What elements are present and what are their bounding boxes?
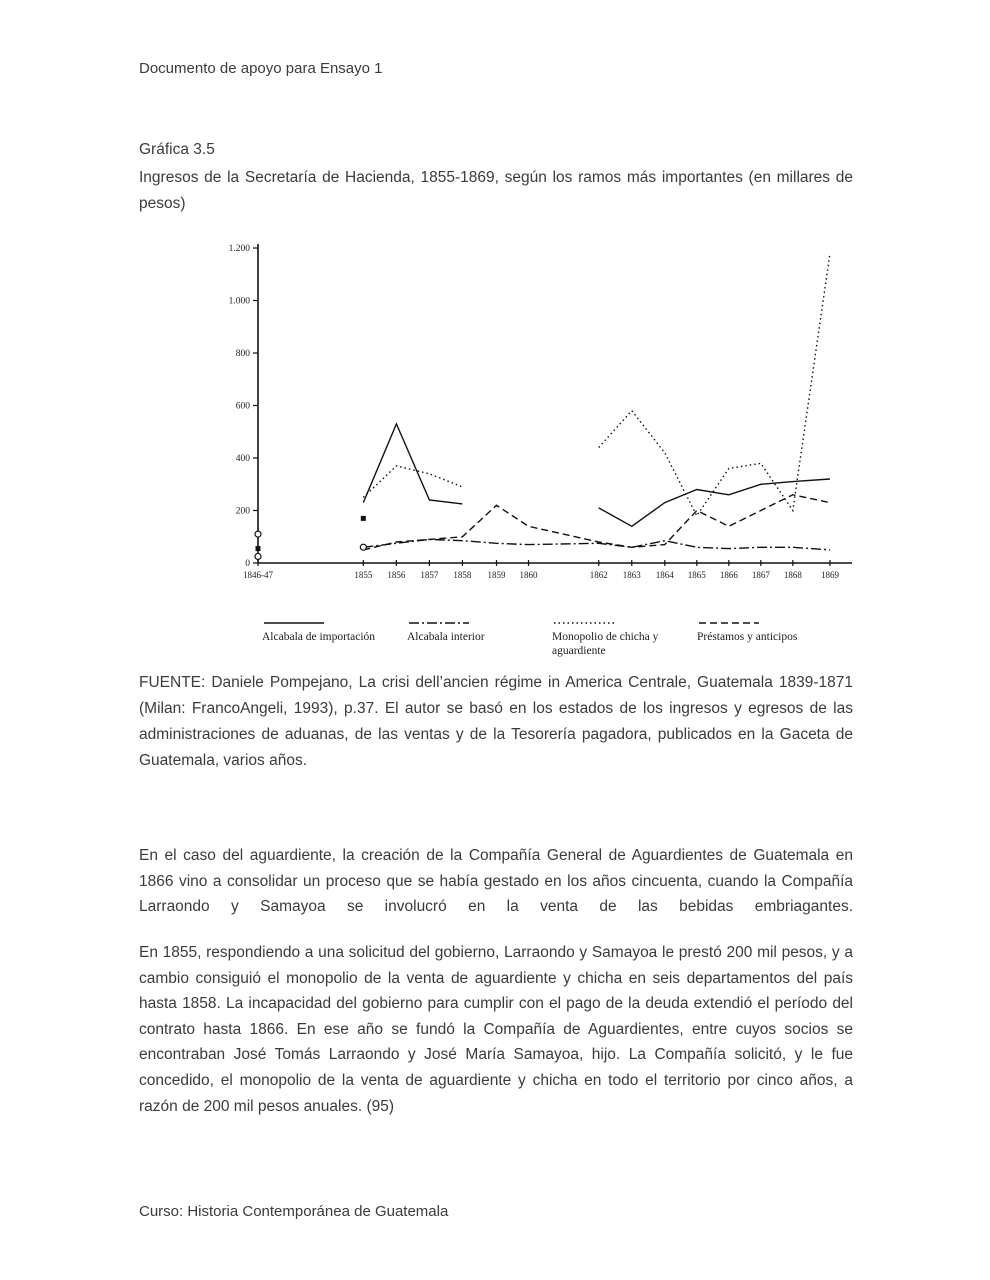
square-marker (361, 516, 366, 521)
x-tick-label: 1846-47 (243, 570, 273, 580)
y-tick-label: 600 (235, 401, 250, 412)
circle-marker (255, 553, 261, 559)
y-tick-label: 1.000 (228, 296, 250, 307)
figure-caption: Ingresos de la Secretaría de Hacienda, 1855-1869, según los ramos más importantes (en millares de pesos) (139, 169, 853, 212)
x-tick-label: 1855 (354, 570, 373, 580)
legend-label: Préstamos y anticipos (697, 631, 798, 643)
chart-block (218, 238, 866, 658)
y-tick-label: 800 (235, 349, 250, 359)
chart-series-line (363, 253, 830, 516)
legend-line-sample (407, 619, 471, 627)
square-marker (256, 546, 261, 551)
figure-label: Gráfica 3.5 (139, 141, 215, 158)
legend-item (552, 619, 697, 658)
body-paragraph-2: En 1855, respondiendo a una solicitud del gobierno, Larraondo y Samayoa le prestó 200 mil pesos, y a cambio consiguió el monopolio de la venta de aguardiente y chicha en seis departamentos del país hasta 1858. La incapacidad del gobierno para cumplir con el pago de la deuda extendió el período del contrato hasta 1866. En ese año se fundó la Compañía de Aguardientes, entre cuyos socios se encontraban José Tomás Larraondo y José María Samayoa, hijo. La Compañía solicitó, y le fue concedido, el monopolio de la venta de aguardiente y chicha en todo el territorio por cinco años, a razón de 200 mil pesos anuales. (95) (139, 944, 853, 1115)
legend-line-sample (552, 619, 616, 627)
legend-line-sample (262, 619, 326, 627)
body-paragraph-1: En el caso del aguardiente, la creación de la Compañía General de Aguardientes de Guatemala en 1866 vino a consolidar un proceso que se había gestado en los años cincuenta, cuando la Compañía Larraondo y Samayoa se involucró en la venta de las bebidas embriagantes. (139, 847, 853, 916)
page-header: Documento de apoyo para Ensayo 1 (139, 60, 383, 77)
x-tick-label: 1869 (821, 570, 839, 580)
y-tick-label: 400 (235, 454, 250, 464)
legend-item (262, 619, 407, 658)
legend-label: Monopolio de chicha y aguardiente (552, 631, 659, 657)
chart-axes (258, 244, 852, 563)
source-note: FUENTE: Daniele Pompejano, La crisi dell’ancien régime in America Centrale, Guatemala 1839-1871 (Milan: FrancoAngeli, 1993), p.37. El autor se basó en los estados de los ingresos y egresos de las administraciones de aduanas, de las ventas y de la Tesorería pagadora, publicados en la Gaceta de Guatemala, varios años. (139, 674, 853, 769)
chart-legend (218, 619, 866, 658)
page-footer: Curso: Historia Contemporánea de Guatemala (139, 1203, 449, 1220)
x-tick-label: 1867 (751, 570, 770, 580)
legend-item (407, 619, 552, 658)
y-tick-label: 200 (235, 506, 250, 517)
legend-label: Alcabala de importación (262, 631, 376, 643)
x-tick-label: 1859 (487, 570, 506, 580)
x-tick-label: 1862 (589, 570, 608, 580)
legend-line-sample (697, 619, 761, 627)
x-tick-label: 1857 (420, 570, 439, 580)
x-tick-label: 1858 (453, 570, 472, 580)
x-tick-label: 1865 (687, 570, 706, 580)
chart-series-line (363, 495, 830, 550)
circle-marker (360, 544, 366, 550)
x-tick-label: 1860 (519, 570, 538, 580)
legend-label: Alcabala interior (407, 631, 485, 643)
legend-item (697, 619, 842, 658)
x-tick-label: 1863 (622, 570, 641, 580)
y-tick-label: 0 (245, 559, 250, 569)
x-tick-label: 1868 (783, 570, 802, 580)
x-tick-label: 1856 (387, 570, 406, 580)
income-line-chart (218, 238, 858, 593)
y-tick-label: 1.200 (228, 244, 250, 254)
x-tick-label: 1864 (655, 570, 674, 580)
x-tick-label: 1866 (719, 570, 738, 580)
circle-marker (255, 531, 261, 537)
